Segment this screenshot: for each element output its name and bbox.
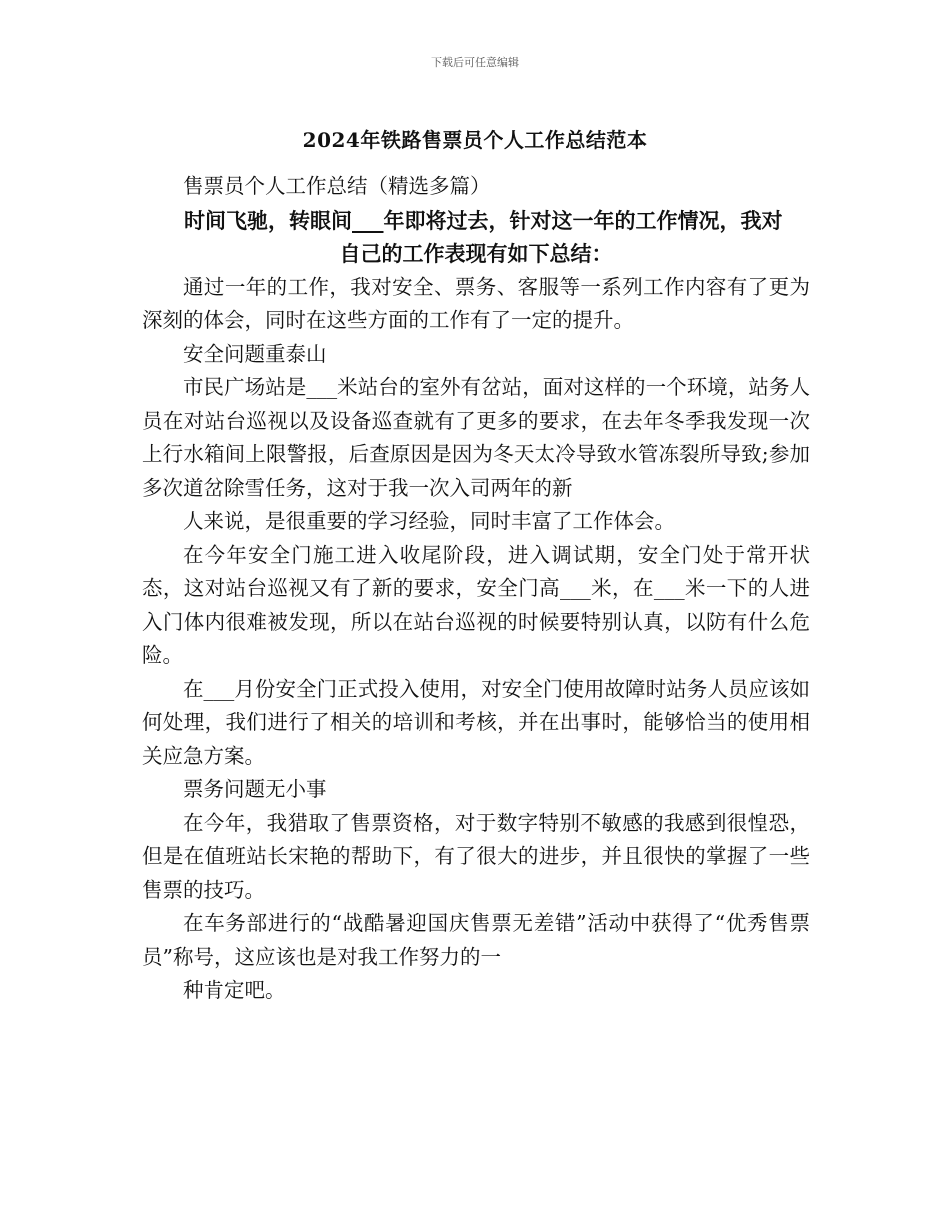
document-body xyxy=(142,170,810,1008)
body-paragraph: 通过一年的工作，我对安全、票务、客服等一系列工作内容有了更为深刻的体会，同时在这些方面的工作有了一定的提升。 xyxy=(142,274,810,332)
body-paragraph: 在车务部进行的“战酷暑迎国庆售票无差错”活动中获得了“优秀售票员”称号，这应该也是对我工作努力的一 xyxy=(142,911,810,969)
body-paragraph: 人来说，是很重要的学习经验，同时丰富了工作体会。 xyxy=(183,509,675,533)
body-paragraph: 种肯定吧。 xyxy=(183,978,286,1002)
body-paragraph: 在今年，我猎取了售票资格，对于数字特别不敏感的我感到很惶恐，但是在值班站长宋艳的帮助下，有了很大的进步，并且很快的掌握了一些售票的技巧。 xyxy=(142,810,810,902)
intro-line-2: 自己的工作表现有如下总结： xyxy=(339,241,613,266)
section-heading-safety: 安全问题重泰山 xyxy=(183,341,327,366)
body-paragraph: 市民广场站是___米站台的室外有岔站，面对这样的一个环境，站务人员在对站台巡视以及设备巡查就有了更多的要求，在去年冬季我发现一次上行水箱间上限警报，后查原因是因为冬天太冷导致水管冻裂所导致;参加多次道岔除雪任务，这对于我一次入司两年的新 xyxy=(142,375,810,500)
body-paragraph: 在今年安全门施工进入收尾阶段，进入调试期，安全门处于常开状态，这对站台巡视又有了新的要求，安全门高___米，在___米一下的人进入门体内很难被发现，所以在站台巡视的时候要特别认真，以防有什么危险。 xyxy=(142,542,810,667)
document-title: 2024年铁路售票员个人工作总结范本 xyxy=(302,128,648,152)
body-paragraph: 在___月份安全门正式投入使用，对安全门使用故障时站务人员应该如何处理，我们进行了相关的培训和考核，并在出事时，能够恰当的使用相关应急方案。 xyxy=(142,676,810,768)
intro-line-1: 时间飞驰，转眼间___年即将过去，针对这一年的工作情况，我对 xyxy=(184,207,783,233)
download-note: 下载后可任意编辑 xyxy=(431,56,519,69)
section-heading-ticketing: 票务问题无小事 xyxy=(183,777,327,801)
subtitle-paragraph: 售票员个人工作总结（精选多篇） xyxy=(183,174,491,198)
